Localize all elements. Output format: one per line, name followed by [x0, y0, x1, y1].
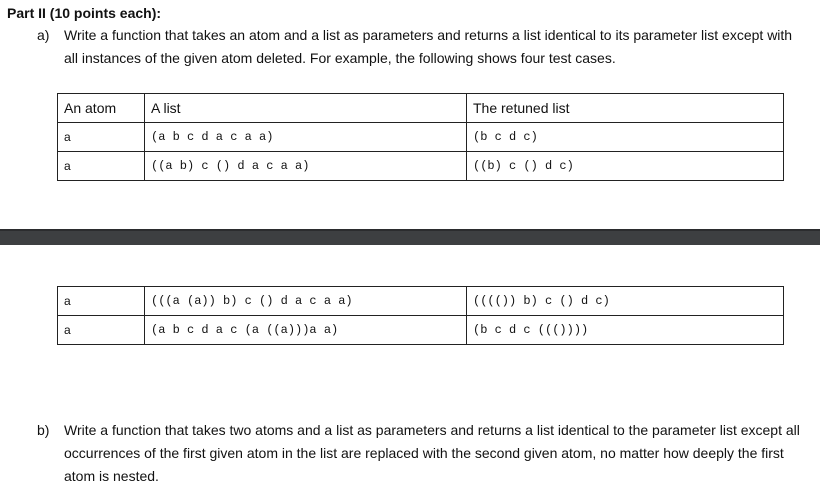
table-row	[58, 316, 784, 345]
section-heading: Part II (10 points each):	[7, 5, 162, 21]
test-cases-table-bottom	[57, 286, 784, 345]
cell-returned-list: ((b) c () d c)	[467, 152, 784, 181]
cell-returned-list: (b c d c)	[467, 123, 784, 152]
header-list: A list	[145, 94, 467, 123]
question-b-marker: b)	[37, 422, 50, 438]
question-b	[37, 419, 812, 488]
question-a	[37, 24, 797, 70]
page-break-bar	[0, 229, 820, 245]
cell-list: (a b c d a c a a)	[145, 123, 467, 152]
cell-list: (a b c d a c (a ((a)))a a)	[145, 316, 467, 345]
table-header-row	[58, 94, 784, 123]
table-row	[58, 287, 784, 316]
cell-atom: a	[58, 316, 145, 345]
question-a-marker: a)	[37, 27, 50, 43]
cell-returned-list: (b c d c ((())))	[467, 316, 784, 345]
cell-returned-list: (((()) b) c () d c)	[467, 287, 784, 316]
test-cases-table-top	[57, 93, 784, 181]
header-returned-list: The retuned list	[467, 94, 784, 123]
question-a-text: Write a function that takes an atom and a list as parameters and returns a list identical to its parameter list except with all instances of the given atom deleted. For example, the following shows four test cases.	[64, 27, 793, 66]
cell-atom: a	[58, 287, 145, 316]
cell-atom: a	[58, 152, 145, 181]
cell-atom: a	[58, 123, 145, 152]
table-row	[58, 152, 784, 181]
question-b-text: Write a function that takes two atoms and a list as parameters and returns a list identical to the parameter list except all occurrences of the first given atom in the list are replaced with the second given atom, no matter how deeply the first atom is nested.	[64, 422, 800, 484]
cell-list: ((a b) c () d a c a a)	[145, 152, 467, 181]
header-atom: An atom	[58, 94, 145, 123]
table-row	[58, 123, 784, 152]
cell-list: (((a (a)) b) c () d a c a a)	[145, 287, 467, 316]
